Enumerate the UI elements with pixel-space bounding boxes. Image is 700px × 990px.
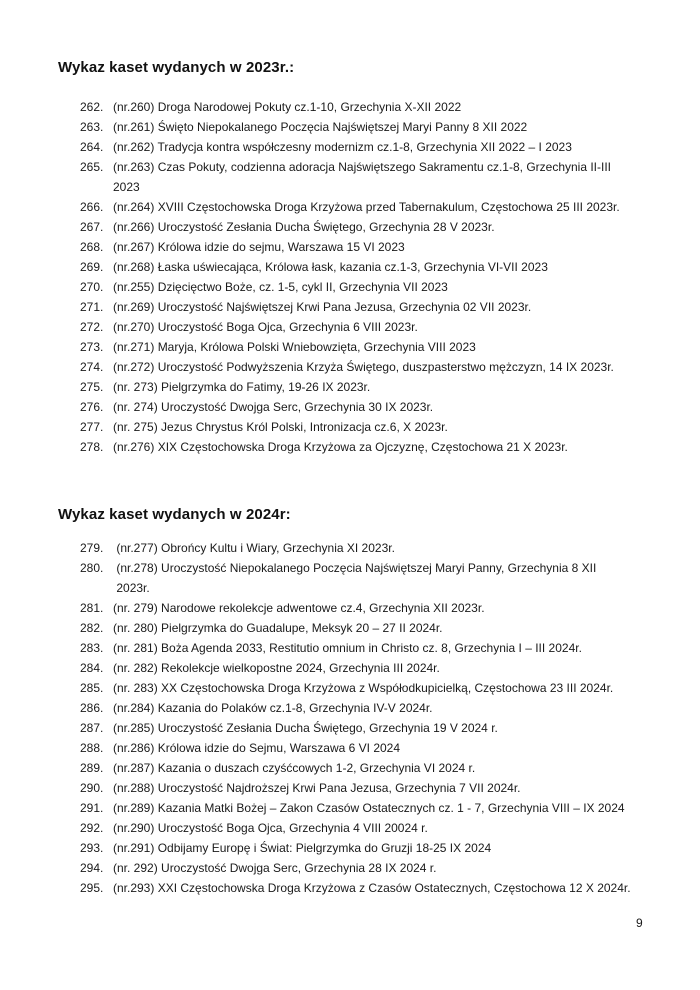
item-text: (nr.286) Królowa idzie do Sejmu, Warszawa 6 VI 2024: [113, 741, 401, 755]
item-text: (nr. 292) Uroczystość Dwojga Serc, Grzechynia 28 IX 2024 r.: [113, 861, 437, 875]
list-item: [80, 818, 700, 838]
list-item: [80, 658, 700, 678]
section-title-2024: Wykaz kaset wydanych w 2024r:: [58, 506, 291, 523]
item-text: (nr. 280) Pielgrzymka do Guadalupe, Meksyk 20 – 27 II 2024r.: [113, 621, 443, 635]
list-item: [80, 317, 700, 337]
list-item: [80, 257, 700, 277]
item-number: 273.: [80, 340, 104, 354]
list-item: [80, 778, 700, 798]
list-item: [80, 838, 700, 858]
item-text: (nr.262) Tradycja kontra współczesny modernizm cz.1-8, Grzechynia XII 2022 – I 2023: [113, 140, 572, 154]
item-text: (nr. 281) Boża Agenda 2033, Restitutio omnium in Christo cz. 8, Grzechynia I – III 2024r.: [113, 641, 582, 655]
list-item: [80, 137, 700, 157]
list-item: [80, 337, 700, 357]
item-number: 267.: [80, 220, 104, 234]
item-text: (nr.266) Uroczystość Zesłania Ducha Świętego, Grzechynia 28 V 2023r.: [113, 220, 495, 234]
item-number: 276.: [80, 400, 104, 414]
item-text: (nr.267) Królowa idzie do sejmu, Warszawa 15 VI 2023: [113, 240, 405, 254]
item-text: (nr.288) Uroczystość Najdroższej Krwi Pana Jezusa, Grzechynia 7 VII 2024r.: [113, 781, 521, 795]
item-text: (nr.263) Czas Pokuty, codzienna adoracja Najświętszego Sakramentu cz.1-8, Grzechynia II-III 2023: [113, 160, 612, 194]
item-number: 272.: [80, 320, 104, 334]
item-text: (nr. 275) Jezus Chrystus Król Polski, Intronizacja cz.6, X 2023r.: [113, 420, 448, 434]
item-number: 291.: [80, 801, 104, 815]
item-number: 280.: [80, 561, 104, 575]
item-text: (nr. 274) Uroczystość Dwojga Serc, Grzechynia 30 IX 2023r.: [113, 400, 434, 414]
list-item: [80, 758, 700, 778]
item-text: (nr.270) Uroczystość Boga Ojca, Grzechynia 6 VIII 2023r.: [113, 320, 418, 334]
list-item: [80, 798, 700, 818]
item-text: (nr.285) Uroczystość Zesłania Ducha Świętego, Grzechynia 19 V 2024 r.: [113, 721, 498, 735]
item-number: 263.: [80, 120, 104, 134]
list-item: [80, 558, 700, 598]
list-item: [80, 638, 700, 658]
item-text: (nr.260) Droga Narodowej Pokuty cz.1-10, Grzechynia X-XII 2022: [113, 100, 462, 114]
item-text: (nr.268) Łaska uświecająca, Królowa łask, kazania cz.1-3, Grzechynia VI-VII 2023: [113, 260, 548, 274]
item-number: 278.: [80, 440, 104, 454]
item-text: (nr.291) Odbijamy Europę i Świat: Pielgrzymka do Gruzji 18-25 IX 2024: [113, 841, 492, 855]
item-number: 288.: [80, 741, 104, 755]
list-item: [80, 878, 700, 898]
item-text: (nr.278) Uroczystość Niepokalanego Poczęcia Najświętszej Maryi Panny, Grzechynia 8 XII 2023r.: [116, 561, 597, 595]
item-number: 282.: [80, 621, 104, 635]
list-item: [80, 97, 700, 117]
item-text: (nr.264) XVIII Częstochowska Droga Krzyżowa przed Tabernakulum, Częstochowa 25 III 2023r.: [113, 200, 620, 214]
list-item: [80, 197, 700, 217]
list-item: [80, 397, 700, 417]
item-number: 270.: [80, 280, 104, 294]
item-number: 287.: [80, 721, 104, 735]
list-item: [80, 698, 700, 718]
item-number: 289.: [80, 761, 104, 775]
item-number: 295.: [80, 881, 104, 895]
item-number: 283.: [80, 641, 104, 655]
item-number: 286.: [80, 701, 104, 715]
item-text: (nr.269) Uroczystość Najświętszej Krwi Pana Jezusa, Grzechynia 02 VII 2023r.: [113, 300, 532, 314]
item-text: (nr.272) Uroczystość Podwyższenia Krzyża Świętego, duszpasterstwo mężczyzn, 14 IX 2023r.: [113, 360, 614, 374]
list-item: [80, 858, 700, 878]
item-text: (nr.255) Dzięcięctwo Boże, cz. 1-5, cykl II, Grzechynia VII 2023: [113, 280, 448, 294]
item-text: (nr.271) Maryja, Królowa Polski Wniebowzięta, Grzechynia VIII 2023: [113, 340, 476, 354]
section-title-2023: Wykaz kaset wydanych w 2023r.:: [58, 59, 295, 76]
list-item: [80, 377, 700, 397]
list-item: [80, 417, 700, 437]
item-number: 292.: [80, 821, 104, 835]
item-list-2023: [80, 97, 700, 457]
item-text: (nr.276) XIX Częstochowska Droga Krzyżowa za Ojczyznę, Częstochowa 21 X 2023r.: [113, 440, 568, 454]
item-text: (nr.290) Uroczystość Boga Ojca, Grzechynia 4 VIII 20024 r.: [113, 821, 428, 835]
list-item: [80, 718, 700, 738]
item-text: (nr. 273) Pielgrzymka do Fatimy, 19-26 IX 2023r.: [113, 380, 371, 394]
list-item: [80, 538, 700, 558]
item-list-2024: [80, 538, 700, 898]
item-text: (nr.287) Kazania o duszach czyśćcowych 1-2, Grzechynia VI 2024 r.: [113, 761, 476, 775]
section-2023: [0, 58, 700, 457]
item-number: 271.: [80, 300, 104, 314]
item-number: 275.: [80, 380, 104, 394]
list-item: [80, 437, 700, 457]
item-number: 266.: [80, 200, 104, 214]
list-item: [80, 618, 700, 638]
page-number: 9: [636, 916, 643, 930]
list-item: [80, 157, 700, 197]
list-item: [80, 237, 700, 257]
item-number: 293.: [80, 841, 104, 855]
item-number: 294.: [80, 861, 104, 875]
list-item: [80, 738, 700, 758]
item-text: (nr. 283) XX Częstochowska Droga Krzyżowa z Współodkupicielką, Częstochowa 23 III 2024r.: [113, 681, 614, 695]
item-text: (nr.277) Obrońcy Kultu i Wiary, Grzechynia XI 2023r.: [113, 541, 395, 555]
list-item: [80, 117, 700, 137]
list-item: [80, 277, 700, 297]
item-number: 269.: [80, 260, 104, 274]
item-text: (nr.261) Święto Niepokalanego Poczęcia Najświętszej Maryi Panny 8 XII 2022: [113, 120, 528, 134]
item-number: 284.: [80, 661, 104, 675]
item-number: 285.: [80, 681, 104, 695]
item-number: 264.: [80, 140, 104, 154]
item-number: 268.: [80, 240, 104, 254]
list-item: [80, 217, 700, 237]
list-item: [80, 678, 700, 698]
list-item: [80, 357, 700, 377]
list-item: [80, 598, 700, 618]
item-number: 290.: [80, 781, 104, 795]
item-number: 274.: [80, 360, 104, 374]
item-number: 281.: [80, 601, 104, 615]
item-text: (nr.284) Kazania do Polaków cz.1-8, Grzechynia IV-V 2024r.: [113, 701, 433, 715]
item-text: (nr.289) Kazania Matki Bożej – Zakon Czasów Ostatecznych cz. 1 - 7, Grzechynia VIII – IX 2024: [113, 801, 625, 815]
item-number: 277.: [80, 420, 104, 434]
item-number: 265.: [80, 160, 104, 174]
section-2024: [0, 505, 700, 898]
item-text: (nr.293) XXI Częstochowska Droga Krzyżowa z Czasów Ostatecznych, Częstochowa 12 X 2024r.: [113, 881, 631, 895]
item-text: (nr. 282) Rekolekcje wielkopostne 2024, Grzechynia III 2024r.: [113, 661, 440, 675]
list-item: [80, 297, 700, 317]
item-text: (nr. 279) Narodowe rekolekcje adwentowe cz.4, Grzechynia XII 2023r.: [113, 601, 485, 615]
item-number: 262.: [80, 100, 104, 114]
item-number: 279.: [80, 541, 104, 555]
